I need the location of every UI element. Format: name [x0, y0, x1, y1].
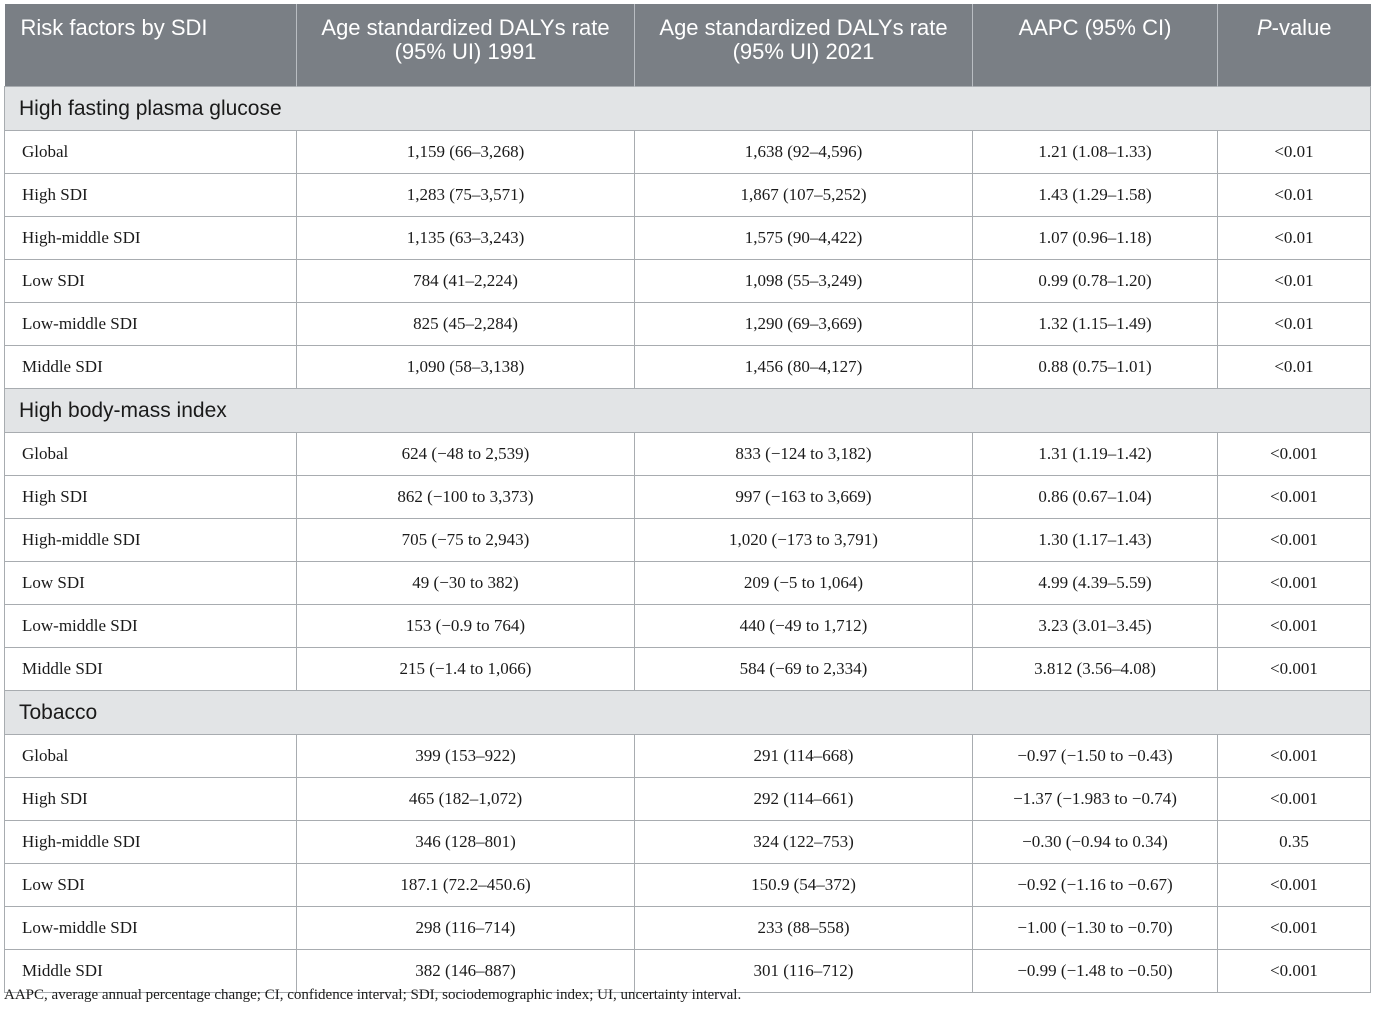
rate-2021-cell: 209 (−5 to 1,064)	[635, 562, 973, 605]
rate-1991-cell: 465 (182–1,072)	[297, 778, 635, 821]
row-label: High SDI	[5, 778, 297, 821]
header-rate-2021: Age standardized DALYs rate (95% UI) 2021	[635, 4, 973, 87]
rate-2021-cell: 1,098 (55–3,249)	[635, 260, 973, 303]
row-label: High-middle SDI	[5, 821, 297, 864]
row-label: Middle SDI	[5, 346, 297, 389]
aapc-cell: 3.812 (3.56–4.08)	[973, 648, 1218, 691]
rate-2021-cell: 997 (−163 to 3,669)	[635, 476, 973, 519]
table-row	[5, 260, 1371, 303]
row-label: Global	[5, 433, 297, 476]
rate-1991-cell: 1,135 (63–3,243)	[297, 217, 635, 260]
row-label: Global	[5, 735, 297, 778]
rate-1991-cell: 825 (45–2,284)	[297, 303, 635, 346]
header-aapc: AAPC (95% CI)	[973, 4, 1218, 87]
rate-1991-cell: 382 (146–887)	[297, 950, 635, 993]
aapc-cell: 1.43 (1.29–1.58)	[973, 174, 1218, 217]
rate-2021-cell: 324 (122–753)	[635, 821, 973, 864]
p-value-cell: <0.001	[1218, 864, 1371, 907]
table-footnote: AAPC, average annual percentage change; CI, confidence interval; SDI, sociodemographic index; UI, uncertainty interval.	[4, 987, 742, 1003]
table-row	[5, 217, 1371, 260]
rate-1991-cell: 784 (41–2,224)	[297, 260, 635, 303]
table-row	[5, 303, 1371, 346]
rate-2021-cell: 291 (114–668)	[635, 735, 973, 778]
table-header	[5, 4, 1371, 87]
row-label: High SDI	[5, 476, 297, 519]
rate-2021-cell: 1,456 (80–4,127)	[635, 346, 973, 389]
aapc-cell: 3.23 (3.01–3.45)	[973, 605, 1218, 648]
table-row	[5, 648, 1371, 691]
rate-1991-cell: 1,159 (66–3,268)	[297, 131, 635, 174]
header-p-value	[1218, 4, 1371, 87]
table-row	[5, 476, 1371, 519]
rate-1991-cell: 399 (153–922)	[297, 735, 635, 778]
group-title: High fasting plasma glucose	[5, 87, 1371, 131]
table-row	[5, 778, 1371, 821]
group-header-row	[5, 691, 1371, 735]
rate-1991-cell: 187.1 (72.2–450.6)	[297, 864, 635, 907]
aapc-cell: −1.37 (−1.983 to −0.74)	[973, 778, 1218, 821]
row-label: Middle SDI	[5, 648, 297, 691]
table-row	[5, 821, 1371, 864]
aapc-cell: 1.21 (1.08–1.33)	[973, 131, 1218, 174]
aapc-cell: 1.32 (1.15–1.49)	[973, 303, 1218, 346]
table-row	[5, 346, 1371, 389]
row-label: Low SDI	[5, 260, 297, 303]
p-value-cell: <0.01	[1218, 346, 1371, 389]
p-value-cell: 0.35	[1218, 821, 1371, 864]
table-row	[5, 605, 1371, 648]
rate-1991-cell: 705 (−75 to 2,943)	[297, 519, 635, 562]
row-label: High-middle SDI	[5, 519, 297, 562]
rate-2021-cell: 1,638 (92–4,596)	[635, 131, 973, 174]
aapc-cell: 1.31 (1.19–1.42)	[973, 433, 1218, 476]
aapc-cell: −1.00 (−1.30 to −0.70)	[973, 907, 1218, 950]
p-value-cell: <0.01	[1218, 174, 1371, 217]
table-row	[5, 907, 1371, 950]
p-value-cell: <0.001	[1218, 605, 1371, 648]
table-row	[5, 131, 1371, 174]
rate-2021-cell: 1,575 (90–4,422)	[635, 217, 973, 260]
rate-2021-cell: 1,020 (−173 to 3,791)	[635, 519, 973, 562]
p-value-cell: <0.01	[1218, 217, 1371, 260]
p-value-cell: <0.01	[1218, 303, 1371, 346]
group-header-row	[5, 87, 1371, 131]
row-label: Low-middle SDI	[5, 605, 297, 648]
table-row	[5, 174, 1371, 217]
aapc-cell: −0.97 (−1.50 to −0.43)	[973, 735, 1218, 778]
header-risk-factors: Risk factors by SDI	[5, 4, 297, 87]
p-value-cell: <0.001	[1218, 950, 1371, 993]
rate-1991-cell: 624 (−48 to 2,539)	[297, 433, 635, 476]
row-label: High-middle SDI	[5, 217, 297, 260]
p-value-cell: <0.01	[1218, 131, 1371, 174]
aapc-cell: −0.99 (−1.48 to −0.50)	[973, 950, 1218, 993]
p-value-cell: <0.001	[1218, 778, 1371, 821]
table-row	[5, 562, 1371, 605]
rate-1991-cell: 298 (116–714)	[297, 907, 635, 950]
row-label: Low-middle SDI	[5, 303, 297, 346]
p-value-cell: <0.001	[1218, 907, 1371, 950]
row-label: Low SDI	[5, 562, 297, 605]
p-value-cell: <0.01	[1218, 260, 1371, 303]
p-value-cell: <0.001	[1218, 735, 1371, 778]
p-value-cell: <0.001	[1218, 519, 1371, 562]
rate-2021-cell: 1,290 (69–3,669)	[635, 303, 973, 346]
rate-2021-cell: 440 (−49 to 1,712)	[635, 605, 973, 648]
rate-1991-cell: 215 (−1.4 to 1,066)	[297, 648, 635, 691]
aapc-cell: 1.07 (0.96–1.18)	[973, 217, 1218, 260]
aapc-cell: 0.99 (0.78–1.20)	[973, 260, 1218, 303]
rate-2021-cell: 233 (88–558)	[635, 907, 973, 950]
rate-1991-cell: 1,090 (58–3,138)	[297, 346, 635, 389]
aapc-cell: 0.86 (0.67–1.04)	[973, 476, 1218, 519]
row-label: High SDI	[5, 174, 297, 217]
group-title: High body-mass index	[5, 389, 1371, 433]
group-header-row	[5, 389, 1371, 433]
rate-2021-cell: 1,867 (107–5,252)	[635, 174, 973, 217]
table-row	[5, 864, 1371, 907]
group-title: Tobacco	[5, 691, 1371, 735]
header-rate-1991: Age standardized DALYs rate (95% UI) 1991	[297, 4, 635, 87]
aapc-cell: 4.99 (4.39–5.59)	[973, 562, 1218, 605]
rate-1991-cell: 153 (−0.9 to 764)	[297, 605, 635, 648]
aapc-cell: 1.30 (1.17–1.43)	[973, 519, 1218, 562]
p-value-cell: <0.001	[1218, 433, 1371, 476]
header-p-rest: -value	[1271, 15, 1332, 40]
rate-2021-cell: 584 (−69 to 2,334)	[635, 648, 973, 691]
rate-1991-cell: 1,283 (75–3,571)	[297, 174, 635, 217]
rate-1991-cell: 862 (−100 to 3,373)	[297, 476, 635, 519]
table-row	[5, 433, 1371, 476]
row-label: Low SDI	[5, 864, 297, 907]
table-body	[5, 87, 1371, 993]
row-label: Global	[5, 131, 297, 174]
p-value-cell: <0.001	[1218, 648, 1371, 691]
row-label: Middle SDI	[5, 950, 297, 993]
rate-2021-cell: 833 (−124 to 3,182)	[635, 433, 973, 476]
rate-1991-cell: 346 (128–801)	[297, 821, 635, 864]
row-label: Low-middle SDI	[5, 907, 297, 950]
rate-2021-cell: 292 (114–661)	[635, 778, 973, 821]
rate-2021-cell: 301 (116–712)	[635, 950, 973, 993]
aapc-cell: −0.30 (−0.94 to 0.34)	[973, 821, 1218, 864]
risk-factors-table	[4, 4, 1371, 993]
header-p-italic: P	[1256, 15, 1272, 40]
aapc-cell: 0.88 (0.75–1.01)	[973, 346, 1218, 389]
p-value-cell: <0.001	[1218, 476, 1371, 519]
rate-1991-cell: 49 (−30 to 382)	[297, 562, 635, 605]
p-value-cell: <0.001	[1218, 562, 1371, 605]
rate-2021-cell: 150.9 (54–372)	[635, 864, 973, 907]
table-container	[4, 4, 1370, 993]
aapc-cell: −0.92 (−1.16 to −0.67)	[973, 864, 1218, 907]
table-row	[5, 735, 1371, 778]
table-row	[5, 519, 1371, 562]
